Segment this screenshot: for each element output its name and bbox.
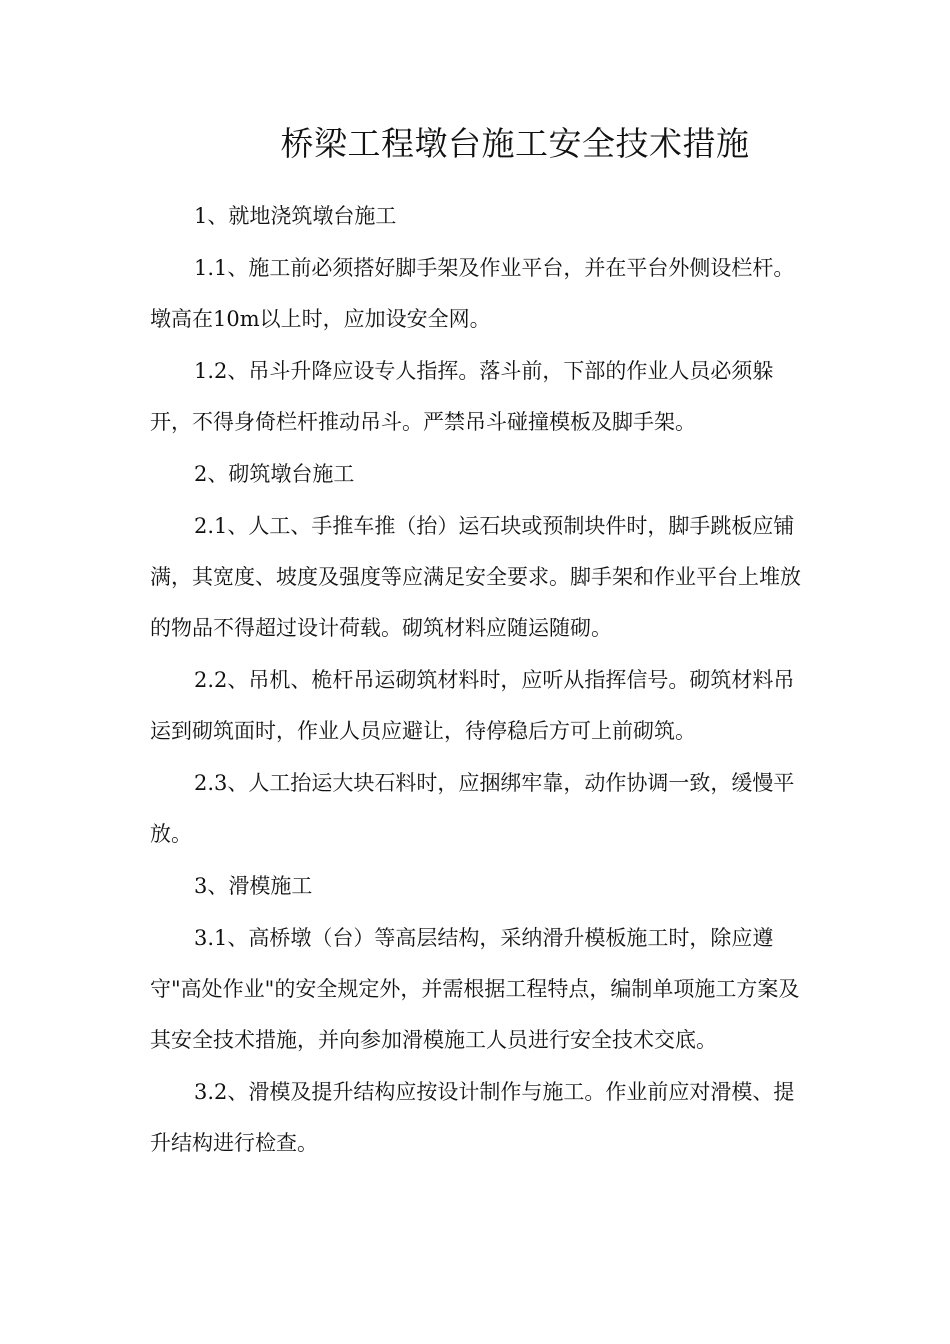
paragraph-section-1-heading: 1、就地浇筑墩台施工	[194, 204, 397, 228]
paragraph-3-2: 3.2、滑模及提升结构应按设计制作与施工。作业前应对滑模、提升结构进行检查。	[150, 1080, 795, 1155]
paragraph-2-2: 2.2、吊机、桅杆吊运砌筑材料时，应听从指挥信号。砌筑材料吊运到砌筑面时，作业人员应避让，待停稳后方可上前砌筑。	[150, 668, 795, 743]
paragraph-3-1: 3.1、高桥墩（台）等高层结构，采纳滑升模板施工时，除应遵守"高处作业"的安全规定外，并需根据工程特点，编制单项施工方案及其安全技术措施，并向参加滑模施工人员进行安全技术交底。	[150, 926, 800, 1052]
paragraph-1-1: 1.1、施工前必须搭好脚手架及作业平台，并在平台外侧设栏杆。墩高在10m以上时，应加设安全网。	[150, 256, 795, 331]
document-title: 桥梁工程墩台施工安全技术措施	[280, 124, 750, 163]
paragraph-2-1: 2.1、人工、手推车推（抬）运石块或预制块件时，脚手跳板应铺满，其宽度、坡度及强度等应满足安全要求。脚手架和作业平台上堆放的物品不得超过设计荷载。砌筑材料应随运随砌。	[150, 514, 801, 640]
paragraph-section-3-heading: 3、滑模施工	[194, 874, 313, 898]
paragraph-1-2: 1.2、吊斗升降应设专人指挥。落斗前，下部的作业人员必须躲开，不得身倚栏杆推动吊斗。严禁吊斗碰撞模板及脚手架。	[150, 359, 774, 434]
paragraph-2-3: 2.3、人工抬运大块石料时，应捆绑牢靠，动作协调一致，缓慢平放。	[150, 771, 795, 846]
paragraph-section-2-heading: 2、砌筑墩台施工	[194, 462, 355, 486]
document-body	[150, 191, 802, 1170]
